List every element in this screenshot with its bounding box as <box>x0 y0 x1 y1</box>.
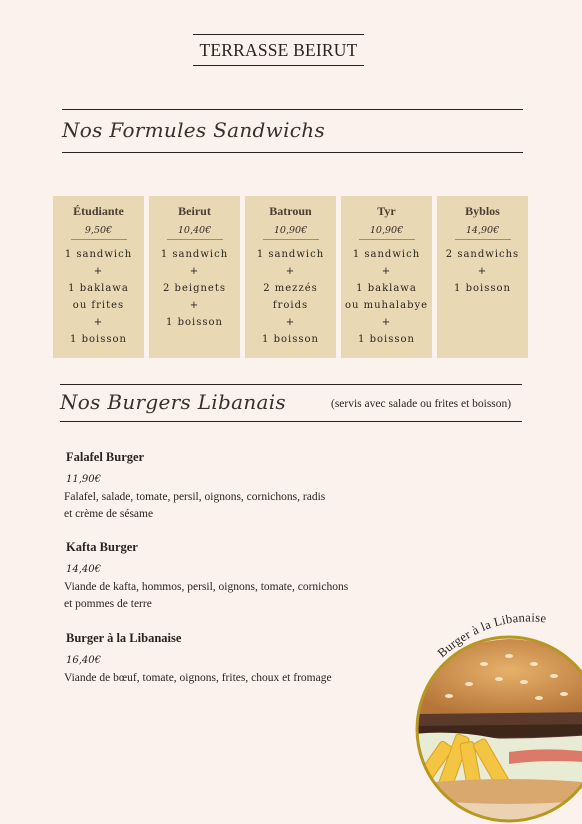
formula-line: 1 sandwich <box>64 249 133 260</box>
burger-description <box>64 489 325 523</box>
price-divider <box>71 239 127 240</box>
formula-name: Batroun <box>269 204 312 218</box>
formula-contents <box>149 246 240 331</box>
formula-contents <box>437 246 528 297</box>
formula-card <box>437 196 528 358</box>
formula-line: + <box>189 266 200 277</box>
formula-line: froids <box>272 300 309 311</box>
formula-card <box>149 196 240 358</box>
burger-description <box>64 579 348 613</box>
formula-line: 1 sandwich <box>352 249 421 260</box>
burger-name: Kafta Burger <box>66 540 138 554</box>
price-divider <box>455 239 511 240</box>
price-divider <box>263 239 319 240</box>
formula-line: + <box>477 266 488 277</box>
price-divider <box>167 239 223 240</box>
formula-price: 10,90€ <box>369 225 404 236</box>
formula-contents <box>341 246 432 348</box>
restaurant-title <box>193 34 364 66</box>
formula-line: + <box>285 317 296 328</box>
burger-description <box>64 670 332 687</box>
formula-price: 14,90€ <box>465 225 500 236</box>
formula-line: 1 baklawa <box>68 283 129 294</box>
formula-name: Tyr <box>377 204 396 218</box>
formula-line: + <box>285 266 296 277</box>
formula-price: 10,40€ <box>177 225 212 236</box>
burger-item <box>64 450 325 523</box>
description-line: et pommes de terre <box>64 598 152 610</box>
burger-section-note: (servis avec salade ou frites et boisson) <box>331 398 512 410</box>
formula-contents <box>245 246 336 348</box>
price-divider <box>359 239 415 240</box>
formula-line: ou frites <box>72 300 125 311</box>
description-line: et crème de sésame <box>64 508 154 520</box>
photo-caption-text: Burger à la Libanaise <box>434 610 548 661</box>
formula-line: 2 beignets <box>163 283 226 294</box>
burger-price: 16,40€ <box>66 655 101 666</box>
formula-name: Beirut <box>178 204 211 218</box>
formula-line: 1 boisson <box>70 334 127 345</box>
formula-card <box>245 196 336 358</box>
formula-line: + <box>93 317 104 328</box>
formula-line: 1 boisson <box>262 334 319 345</box>
formula-line: 1 boisson <box>454 283 511 294</box>
formula-name: Étudiante <box>73 204 124 218</box>
burger-item <box>64 631 332 687</box>
formula-card <box>341 196 432 358</box>
formula-line: 1 sandwich <box>256 249 325 260</box>
formula-price: 10,90€ <box>273 225 308 236</box>
burger-photo <box>414 634 582 824</box>
formula-line: + <box>381 266 392 277</box>
burger-name: Falafel Burger <box>66 450 145 464</box>
description-line: Viande de kafta, hommos, persil, oignons, tomate, cornichons <box>64 581 349 593</box>
burger-price: 11,90€ <box>66 474 101 485</box>
formula-contents <box>53 246 144 348</box>
formula-line: ou muhalabye <box>344 300 429 311</box>
formula-line: 2 mezzés <box>263 283 318 294</box>
formula-line: 1 boisson <box>166 317 223 328</box>
formula-line: 1 boisson <box>358 334 415 345</box>
formula-line: + <box>381 317 392 328</box>
formula-name: Byblos <box>465 204 500 218</box>
burger-section-title: Nos Burgers Libanais <box>60 390 286 414</box>
restaurant-name: TERRASSE BEIRUT <box>199 39 358 60</box>
formula-price: 9,50€ <box>84 225 113 236</box>
formula-line: 2 sandwichs <box>445 249 520 260</box>
formula-card <box>53 196 144 358</box>
formula-line: + <box>189 300 200 311</box>
formula-line: + <box>93 266 104 277</box>
burger-name: Burger à la Libanaise <box>66 631 182 645</box>
burger-item <box>64 540 348 613</box>
formula-line: 1 sandwich <box>160 249 229 260</box>
description-line: Falafel, salade, tomate, persil, oignons, cornichons, radis <box>64 491 326 503</box>
description-line: Viande de bœuf, tomate, oignons, frites, choux et fromage <box>64 672 332 684</box>
burger-price: 14,40€ <box>66 564 101 575</box>
formula-line: 1 baklawa <box>356 283 417 294</box>
sandwich-section-title: Nos Formules Sandwichs <box>62 118 326 142</box>
